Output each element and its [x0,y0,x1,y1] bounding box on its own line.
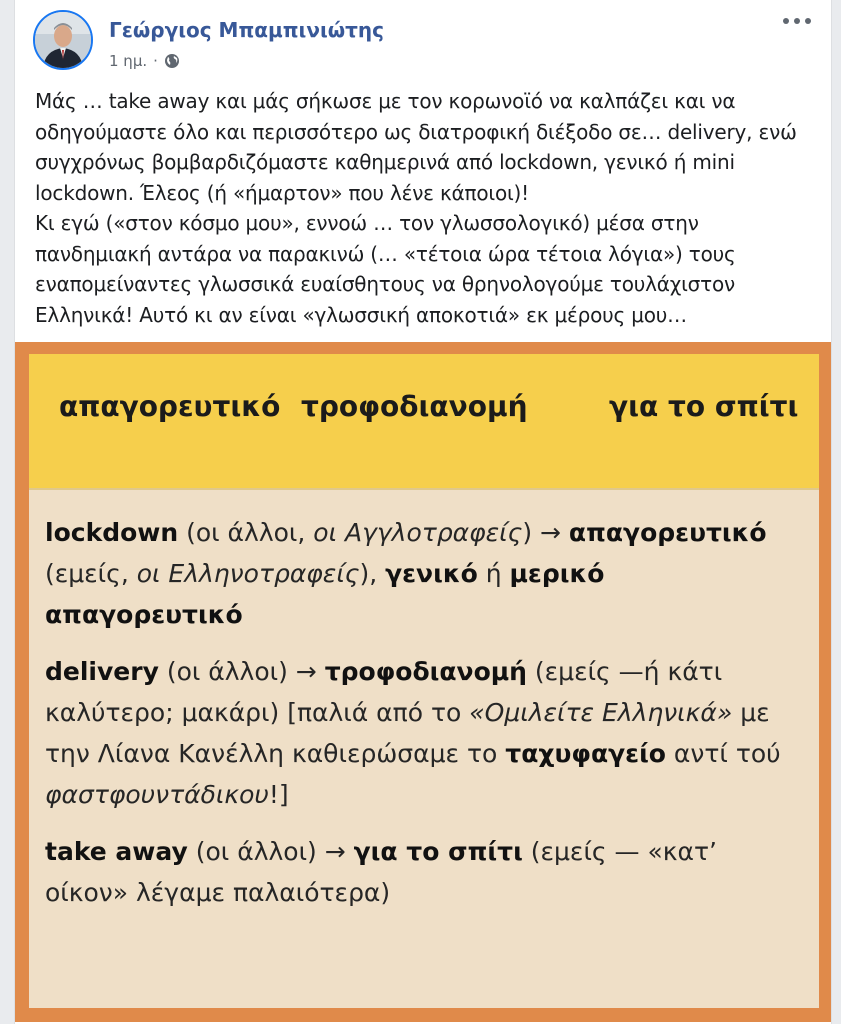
text: (εμείς — «κατ’ οίκον» λέγαμε παλαιότερα) [45,837,717,907]
globe-icon[interactable] [164,53,180,69]
text-bold: ταχυφαγείο [505,739,666,768]
text: (οι άλλοι) → [158,657,325,686]
text: ), [359,559,386,588]
more-options-button[interactable] [779,8,815,34]
post-text-line: εναπομείναντες γλωσσικά ευαίσθητους να θρηνολογούμε τουλάχιστον [35,272,736,296]
text-bold: για το σπίτι [353,837,523,866]
text-italic: οι Αγγλοτραφείς [313,518,523,547]
band-word-trofodianomi: τροφοδιανομή [301,390,528,423]
author-name[interactable]: Γεώργιος Μπαμπινιώτης [109,18,384,42]
post-text [35,86,815,330]
text: (εμείς, [45,559,137,588]
post-text-line: οδηγούμαστε όλο και περισσότερο ως διατροφική διέξοδο σε… delivery, ενώ [35,119,797,144]
band-word-gia-to-spiti: για το σπίτι [609,390,799,423]
post-text-line: συγχρόνως βομβαρδιζόμαστε καθημερινά από lockdown, γενικό ή mini [35,150,735,174]
meta-separator: · [153,52,158,70]
term-lockdown: lockdown [45,518,179,547]
text-bold: απαγορευτικό [568,518,767,547]
paragraph-lockdown [45,512,805,635]
image-header-band [29,354,819,490]
more-dots-icon [782,17,812,25]
text-bold: γενικό [385,559,478,588]
text: ) → [522,518,569,547]
term-take-away: take away [45,837,188,866]
post-header [33,8,813,74]
post-card [14,0,832,1024]
image-panel [29,354,819,1008]
text-bold: τροφοδιανομή [324,657,527,686]
avatar[interactable] [33,10,93,70]
band-word-apagoreftiko: απαγορευτικό [59,390,281,423]
post-text-line: Κι εγώ («στον κόσμο μου», εννοώ … τον γλωσσολογικό) μέσα στην [35,211,699,235]
paragraph-take-away [45,831,805,913]
post-time[interactable]: 1 ημ. [109,52,148,70]
text-italic: οι Ελληνοτραφείς [136,559,360,588]
text: (οι άλλοι) → [187,837,354,866]
image-body [45,512,805,929]
text-italic: «Ομιλείτε Ελληνικά» [469,698,733,727]
text: !] [268,780,289,809]
text: ή [477,559,510,588]
post-text-line: lockdown. Έλεος (ή «ήμαρτον» που λένε κάποιοι)! [35,180,529,205]
text: (εμείς —ή κάτι καλύτερο; μακάρι) [παλιά από το [45,657,723,727]
post-text-line: Ελληνικά! Αυτό κι αν είναι «γλωσσική αποκοτιά» εκ μέρους μου… [35,302,687,327]
text: (οι άλλοι, [178,518,314,547]
text: με την Λίανα Κανέλλη καθιερώσαμε το [45,698,770,768]
term-delivery: delivery [45,657,159,686]
post-image[interactable] [15,342,831,1022]
post-text-line: πανδημιακή αντάρα να παρακινώ (… «τέτοια ώρα τέτοια λόγια») τους [35,241,736,266]
text-bold: μερικό απαγορευτικό [45,559,605,629]
post-text-line: Μάς … take away και μάς σήκωσε με τον κορωνοϊό να καλπάζει και να [35,89,736,113]
text: αντί τού [665,739,781,768]
text-italic: φαστφουντάδικου [45,780,269,809]
paragraph-delivery [45,651,805,815]
post-meta [109,52,180,70]
